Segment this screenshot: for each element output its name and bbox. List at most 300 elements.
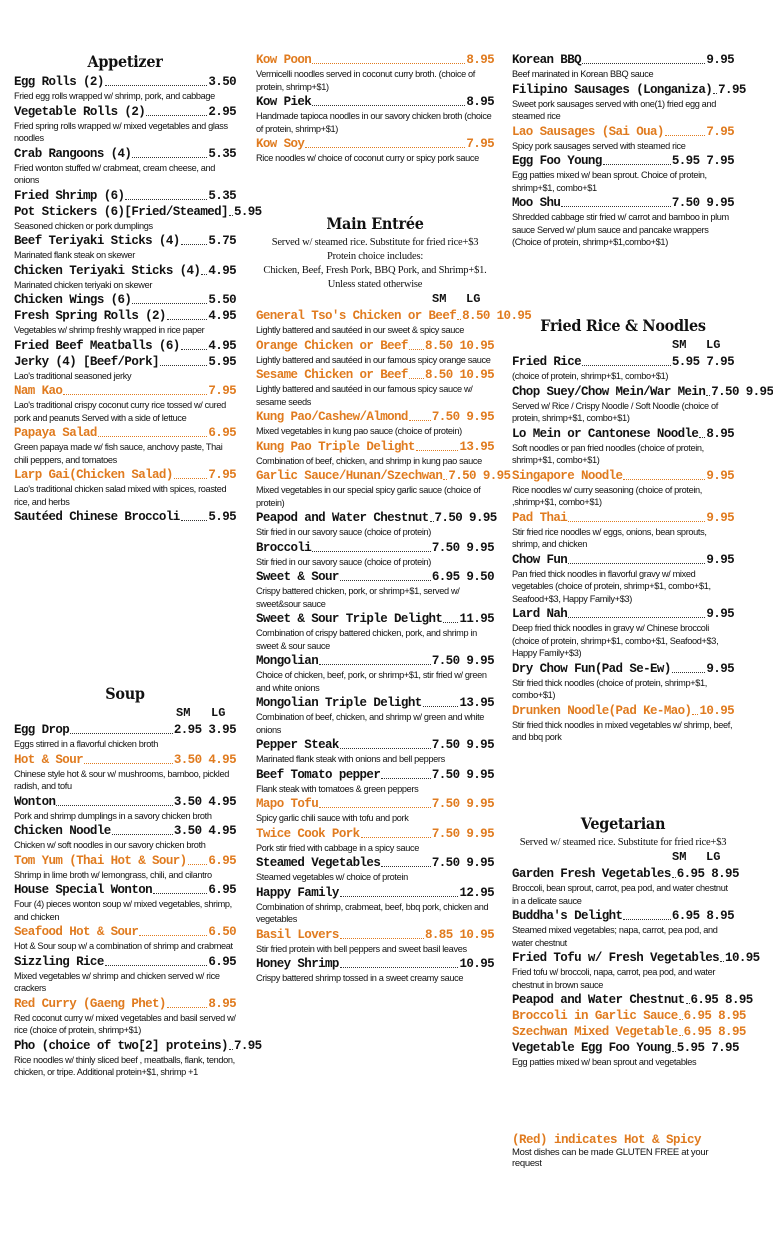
menu-item-price: 8.50 10.95	[462, 309, 532, 323]
menu-item	[256, 468, 511, 509]
menu-item-name: Fried Shrimp (6)	[14, 188, 125, 203]
menu-item-description: Rice noodles w/ choice of coconut curry or spicy pork sauce	[256, 153, 479, 163]
menu-item-name: Garden Fresh Vegetables	[512, 867, 671, 881]
menu-item-name: Orange Chicken or Beef	[256, 338, 408, 353]
menu-item	[256, 826, 494, 855]
menu-item-price: 3.50	[208, 75, 236, 89]
menu-item-name: General Tso's Chicken or Beef	[256, 309, 457, 323]
menu-item-price: 6.95	[208, 853, 236, 868]
size-header	[512, 338, 734, 354]
menu-item-name: Papaya Salad	[14, 426, 97, 440]
gluten-free-note: Most dishes can be made GLUTEN FREE at your request	[512, 1147, 709, 1169]
menu-item-name: Sizzling Rice	[14, 954, 104, 969]
size-sm-label: SM	[176, 706, 191, 720]
dot-leader	[568, 617, 705, 618]
dot-leader	[340, 748, 431, 749]
dot-leader	[409, 378, 424, 379]
dot-leader	[112, 834, 173, 835]
menu-item	[256, 855, 494, 884]
menu-item-line	[256, 510, 497, 526]
menu-item-line	[14, 74, 236, 90]
menu-item-line	[256, 695, 494, 711]
menu-item-price: 7.50 9.95	[431, 654, 494, 668]
menu-item-name: Red Curry (Gaeng Phet)	[14, 996, 166, 1011]
menu-item	[256, 540, 494, 569]
menu-item	[512, 1040, 739, 1069]
menu-item-name: Singapore Noodle	[512, 468, 623, 483]
menu-item-description: Mixed vegetables in our special spicy garlic sauce (choice of protein)	[256, 485, 481, 508]
menu-item-line	[256, 569, 494, 585]
menu-item-price: 7.50 9.95	[711, 384, 773, 399]
menu-item-description: Served w/ Rice / Crispy Noodle / Soft Noodle (choice of protein, shrimp+$1, combo+$1)	[512, 400, 718, 423]
menu-item-name: Lard Nah	[512, 607, 568, 621]
menu-item-description: Marinated flank steak on skewer	[14, 250, 135, 260]
menu-item-description: Pork and shrimp dumplings in a savory chicken broth	[14, 810, 212, 821]
menu-item-line	[14, 146, 236, 162]
menu-item-name: Mongolian	[256, 654, 319, 668]
dot-leader	[672, 672, 706, 673]
menu-item-name: Jerky (4) [Beef/Pork]	[14, 354, 159, 369]
size-lg-label: LG	[466, 292, 481, 306]
menu-item-price: 7.50 9.95	[671, 196, 734, 210]
menu-item-description: Red coconut curry w/ mixed vegetables and basil served w/ rice (choice of protein, shrimp+$1)	[14, 1012, 236, 1035]
menu-item-price: 7.50 9.95	[431, 738, 494, 752]
menu-section	[14, 684, 262, 1080]
menu-item-line	[256, 540, 494, 556]
menu-item-name: Korean BBQ	[512, 53, 582, 67]
menu-item-price: 4.95	[208, 309, 236, 323]
menu-item-line	[512, 661, 734, 677]
menu-item-name: Kow Poon	[256, 53, 312, 67]
dot-leader	[568, 521, 705, 522]
menu-item-line	[14, 794, 236, 810]
menu-item-name: Peapod and Water Chestnut	[256, 511, 429, 525]
dot-leader	[561, 206, 671, 207]
menu-item-name: Fresh Spring Rolls (2)	[14, 309, 166, 323]
menu-item-price: 5.95 7.95	[671, 154, 734, 168]
menu-item-description: Seasoned chicken or pork dumplings	[14, 220, 153, 231]
menu-item-name: Dry Chow Fun(Pad Se-Ew)	[512, 661, 671, 676]
menu-item-description: Mixed vegetables in kung pao sauce (choice of protein)	[256, 426, 462, 436]
menu-item-name: Moo Shu	[512, 196, 561, 210]
menu-item-price: 5.50	[208, 293, 236, 307]
menu-item-description: Lightly battered and sautéed in our sweet & spicy sauce	[256, 325, 465, 335]
dot-leader	[706, 395, 710, 396]
dot-leader	[409, 420, 431, 421]
dot-leader	[229, 215, 233, 216]
menu-item	[14, 74, 236, 103]
menu-item-name: Egg Rolls (2)	[14, 75, 104, 89]
menu-item	[14, 1038, 262, 1079]
menu-item-price: 7.95	[466, 137, 494, 151]
footer	[512, 1133, 734, 1169]
dot-leader	[181, 349, 208, 350]
menu-item	[512, 552, 734, 606]
menu-item-description: Crispy battered chicken, pork, or shrimp+$1, served w/ sweet&sour sauce	[256, 586, 460, 609]
dot-leader	[699, 437, 705, 438]
menu-item-description: Fried egg rolls wrapped w/ shrimp, pork, and cabbage	[14, 91, 215, 101]
dot-leader	[672, 1051, 676, 1052]
menu-item-line	[14, 425, 236, 441]
menu-item-price: 13.95	[459, 696, 494, 710]
menu-item	[14, 263, 236, 292]
menu-item	[256, 52, 494, 93]
dot-leader	[146, 115, 207, 116]
menu-item-name: Garlic Sauce/Hunan/Szechwan	[256, 469, 443, 483]
menu-item-description: Soft noodles or pan fried noodles (choice of protein, shrimp+$1, combo+$1)	[512, 442, 704, 465]
menu-item-description: Mixed vegetables w/ shrimp and chicken served w/ rice crackers	[14, 970, 220, 993]
menu-item-description: Marinated flank steak with onions and bell peppers	[256, 754, 445, 764]
dot-leader	[340, 938, 424, 939]
menu-item-line	[256, 611, 494, 627]
menu-item-description: Stir fried protein with bell peppers and sweet basil leaves	[256, 943, 467, 954]
dot-leader	[56, 805, 172, 806]
menu-item-line	[256, 468, 511, 484]
dot-leader	[361, 837, 431, 838]
size-lg-label: LG	[211, 706, 226, 720]
dot-leader	[125, 199, 207, 200]
menu-item-price: 3.50 4.95	[173, 824, 236, 838]
menu-item-name: Egg Foo Young	[512, 154, 602, 168]
menu-section	[14, 52, 262, 525]
menu-item-name: Honey Shrimp	[256, 957, 339, 971]
menu-item-description: Spicy pork sausages served with steamed rice	[512, 140, 686, 151]
menu-item-line	[512, 866, 739, 882]
menu-item-description: Shrimp in lime broth w/ lemongrass, chili, and cilantro	[14, 869, 212, 880]
menu-item-description: Combination of beef, chicken, and shrimp in kung pao sauce	[256, 455, 482, 466]
menu-item-price: 5.75	[208, 234, 236, 248]
menu-item-price: 7.50 9.95	[431, 856, 494, 870]
menu-item	[14, 509, 236, 525]
menu-item-price: 10.95	[725, 951, 760, 965]
menu-item-price: 8.95	[208, 996, 236, 1011]
menu-item-line	[14, 853, 236, 869]
menu-item-line	[512, 52, 734, 68]
menu-item-name: Nam Kao	[14, 384, 63, 398]
menu-item-line	[256, 653, 494, 669]
section-note: Unless stated otherwise	[327, 279, 423, 290]
menu-item-line	[256, 885, 494, 901]
menu-item-price: 5.35	[208, 146, 236, 161]
menu-item-line	[256, 737, 494, 753]
menu-item-line	[14, 233, 236, 249]
menu-item-line	[256, 439, 494, 455]
menu-item	[256, 695, 494, 736]
menu-item-price: 8.50 10.95	[424, 338, 494, 353]
menu-item-line	[256, 796, 494, 812]
menu-item-line	[512, 426, 734, 442]
menu-item-description: Choice of chicken, beef, pork, or shrimp+$1, stir fried w/ green and white onions	[256, 670, 487, 693]
menu-item-price: 7.95	[706, 124, 734, 139]
dot-leader	[167, 319, 208, 320]
menu-item-description: Fried spring rolls wrapped w/ mixed vegetables and glass noodles	[14, 120, 228, 143]
menu-item	[14, 338, 236, 354]
dot-leader	[603, 164, 671, 165]
menu-item-name: Beef Tomato pepper	[256, 767, 381, 782]
dot-leader	[98, 436, 208, 437]
menu-item-name: Fried Tofu w/ Fresh Vegetables	[512, 951, 720, 965]
menu-section	[512, 814, 760, 1070]
menu-item-description: Vermicelli noodles served in coconut curry broth. (choice of protein, shrimp+$1)	[256, 69, 476, 92]
size-sm-label: SM	[672, 338, 687, 352]
menu-item-line	[14, 1038, 262, 1054]
menu-item	[256, 308, 532, 337]
dot-leader	[423, 706, 459, 707]
menu-item-line	[512, 606, 734, 622]
menu-item-name: Beef Teriyaki Sticks (4)	[14, 234, 180, 248]
dot-leader	[665, 135, 706, 136]
menu-item-line	[512, 153, 734, 169]
menu-item-name: Sesame Chicken or Beef	[256, 368, 408, 382]
dot-leader	[181, 520, 208, 521]
menu-item-name: Chicken Noodle	[14, 824, 111, 838]
menu-item-name: Twice Cook Pork	[256, 826, 360, 841]
menu-item-line	[512, 82, 746, 98]
menu-item-name: Kung Pao/Cashew/Almond	[256, 410, 408, 424]
menu-item	[256, 611, 494, 652]
menu-item-description: Egg patties mixed w/ bean sprout and vegetables	[512, 1057, 697, 1067]
dot-leader	[582, 365, 671, 366]
menu-item-description: Hot & Sour soup w/ a combination of shrimp and crabmeat	[14, 941, 233, 951]
menu-section	[512, 316, 773, 745]
menu-item	[512, 908, 734, 949]
menu-item-line	[256, 136, 494, 152]
menu-item-line	[256, 52, 494, 68]
menu-item-name: Hot & Sour	[14, 752, 84, 767]
section-title: Main Entrée	[326, 214, 424, 233]
menu-item-name: Happy Family	[256, 885, 339, 900]
menu-item-name: Mapo Tofu	[256, 797, 319, 811]
menu-item-price: 3.50 4.95	[173, 752, 236, 767]
menu-item	[512, 1024, 746, 1040]
menu-item-line	[256, 855, 494, 871]
menu-item-description: Combination of shrimp, crabmeat, beef, bbq pork, chicken and vegetables	[256, 901, 489, 924]
menu-item	[14, 882, 236, 923]
menu-item-description: Lao's traditional crispy coconut curry rice tossed w/ cured pork and peanuts Served with a side of lettuce	[14, 400, 226, 423]
dot-leader	[686, 1003, 690, 1004]
menu-item	[512, 354, 734, 383]
dot-leader	[139, 935, 207, 936]
menu-item-price: 7.50 9.95	[434, 511, 497, 525]
menu-item	[512, 468, 734, 509]
menu-item-price: 5.95 7.95	[671, 355, 734, 369]
menu-item	[512, 661, 734, 702]
dot-leader	[672, 877, 676, 878]
menu-item	[14, 996, 236, 1037]
menu-item-name: Fried Beef Meatballs (6)	[14, 338, 180, 353]
menu-item-line	[14, 188, 236, 204]
menu-item	[14, 383, 236, 424]
menu-item-line	[14, 292, 236, 308]
menu-item-name: Pho (choice of two[2] proteins)	[14, 1038, 228, 1053]
menu-item-name: Steamed Vegetables	[256, 856, 381, 870]
dot-leader	[623, 919, 670, 920]
size-lg-label: LG	[706, 850, 721, 864]
menu-item-description: Stir fried in our savory sauce (choice of protein)	[256, 556, 432, 567]
dot-leader	[720, 961, 724, 962]
menu-item-description: Chinese style hot & sour w/ mushrooms, bamboo, pickled radish, and tofu	[14, 768, 229, 791]
menu-item-price: 13.95	[459, 439, 494, 454]
menu-item-description: Steamed mixed vegetables; napa, carrot, pea pod, and water chestnut	[512, 925, 718, 948]
menu-item-description: Fried wonton stuffed w/ crabmeat, cream cheese, and onions	[14, 162, 216, 185]
menu-item-price: 5.95	[208, 354, 236, 369]
menu-item-description: Spicy garlic chili sauce with tofu and pork	[256, 813, 409, 823]
menu-item-name: Lao Sausages (Sai Oua)	[512, 124, 664, 139]
menu-item	[256, 409, 494, 438]
menu-item-line	[512, 1008, 746, 1024]
dot-leader	[692, 714, 698, 715]
menu-item-price: 4.95	[208, 263, 236, 278]
menu-item-description: Combination of beef, chicken, and shrimp w/ green and white onions	[256, 712, 485, 735]
menu-item-price: 10.95	[699, 703, 734, 718]
menu-item	[14, 823, 236, 852]
menu-item-line	[512, 510, 734, 526]
menu-section	[256, 52, 494, 166]
menu-item-name: Chow Fun	[512, 552, 568, 567]
menu-item-name: Sweet & Sour Triple Delight	[256, 612, 443, 626]
menu-item-price: 8.95	[466, 95, 494, 109]
menu-item	[512, 426, 734, 467]
menu-item-line	[256, 956, 494, 972]
menu-item-line	[512, 195, 734, 211]
menu-item	[256, 94, 494, 135]
menu-item-description: Vegetables w/ shrimp freshly wrapped in rice paper	[14, 325, 205, 335]
menu-item-description: Beef marinated in Korean BBQ sauce	[512, 69, 654, 79]
menu-item-line	[14, 354, 236, 370]
menu-item-price: 8.95	[466, 53, 494, 67]
menu-item-price: 3.50 4.95	[173, 794, 236, 809]
menu-item-price: 7.50 9.95	[431, 410, 494, 424]
menu-item-line	[14, 383, 236, 399]
menu-item-name: Wonton	[14, 794, 56, 809]
menu-item-line	[512, 124, 734, 140]
menu-item-price: 6.95	[208, 426, 236, 440]
menu-item-price: 4.95	[208, 338, 236, 353]
dot-leader	[181, 244, 208, 245]
menu-item	[512, 52, 734, 81]
menu-item-line	[512, 950, 760, 966]
menu-item	[256, 956, 494, 985]
dot-leader	[160, 365, 207, 366]
menu-item	[512, 866, 739, 907]
menu-item	[512, 606, 734, 660]
menu-item-description: Deep fried thick noodles in gravy w/ Chinese broccoli (choice of protein, shrimp+$1, combo+$1, Seafood+$3, Happy Family+$3)	[512, 623, 719, 658]
menu-item-name: Broccoli in Garlic Sauce	[512, 1009, 678, 1023]
menu-item	[14, 467, 236, 508]
menu-item-line	[14, 204, 262, 220]
dot-leader	[713, 93, 717, 94]
menu-item-description: Pork stir fried with cabbage in a spicy sauce	[256, 842, 419, 853]
menu-item	[256, 767, 494, 796]
dot-leader	[679, 1035, 683, 1036]
menu-item-price: 10.95	[459, 957, 494, 971]
dot-leader	[132, 303, 207, 304]
menu-item-price: 6.95	[208, 954, 236, 969]
dot-leader	[305, 147, 465, 148]
menu-item-description: Combination of crispy battered chicken, pork, and shrimp in sweet & sour sauce	[256, 628, 477, 651]
menu-item	[14, 308, 236, 337]
menu-item	[256, 439, 494, 468]
menu-item	[256, 367, 494, 408]
menu-item-description: Flank steak with tomatoes & green peppers	[256, 783, 419, 794]
menu-item	[256, 796, 494, 825]
menu-item-price: 8.95	[706, 426, 734, 441]
menu-item	[14, 233, 236, 262]
dot-leader	[70, 733, 173, 734]
menu-item-line	[512, 992, 753, 1008]
dot-leader	[582, 63, 705, 64]
menu-item-price: 5.95	[233, 204, 262, 219]
section-note: Served w/ steamed rice. Substitute for fried rice+$3	[519, 837, 727, 848]
menu-item-name: Tom Yum (Thai Hot & Sour)	[14, 853, 187, 868]
menu-item-line	[256, 308, 532, 324]
menu-item-price: 7.50 9.95	[431, 826, 494, 841]
dot-leader	[443, 479, 447, 480]
section-title: Fried Rice & Noodles	[540, 316, 706, 335]
menu-item-description: Four (4) pieces wonton soup w/ mixed vegetables, shrimp, and chicken	[14, 899, 232, 922]
menu-item	[512, 950, 760, 991]
menu-item-name: Crab Rangoons (4)	[14, 146, 132, 161]
menu-item-line	[512, 552, 734, 568]
menu-item	[14, 204, 262, 233]
dot-leader	[381, 866, 431, 867]
size-lg-label: LG	[706, 338, 721, 352]
menu-item-price: 11.95	[459, 612, 494, 626]
menu-item	[14, 354, 236, 383]
menu-item-description: Rice noodles w/ thinly sliced beef , meatballs, flank, tendon, chicken, or tripe. Additional protein+$1, shrimp +1	[14, 1054, 235, 1077]
menu-item-line	[14, 924, 236, 940]
menu-item-price: 9.95	[706, 661, 734, 676]
menu-item-line	[256, 338, 494, 354]
menu-item-line	[14, 996, 236, 1012]
menu-item-price: 2.95	[208, 104, 236, 119]
section-note: Served w/ steamed rice. Substitute for fried rice+$3	[271, 237, 479, 248]
dot-leader	[340, 580, 431, 581]
menu-item-name: Lo Mein or Cantonese Noodle	[512, 426, 699, 441]
menu-item-price: 8.50 10.95	[424, 368, 494, 382]
dot-leader	[319, 807, 431, 808]
menu-item-line	[14, 954, 236, 970]
menu-item	[512, 82, 746, 123]
dot-leader	[105, 965, 208, 966]
menu-item-name: Kow Soy	[256, 137, 305, 151]
menu-item-name: Buddha's Delight	[512, 909, 623, 923]
dot-leader	[409, 349, 424, 350]
menu-item-description: Stir fried rice noodles w/ eggs, onions, bean sprouts, shrimp, and chicken	[512, 526, 707, 549]
menu-item-description: Lao's traditional chicken salad mixed with spices, roasted rice, and herbs	[14, 484, 227, 507]
menu-item-name: Vegetable Egg Foo Young	[512, 1041, 671, 1055]
dot-leader	[153, 893, 207, 894]
menu-section	[256, 214, 532, 986]
menu-item	[256, 569, 494, 610]
menu-item-price: 9.95	[706, 53, 734, 67]
menu-item-price: 7.95	[718, 82, 746, 97]
menu-item-price: 9.95	[706, 510, 734, 525]
menu-item-description: Sweet pork sausages served with one(1) fried egg and steamed rice	[512, 98, 716, 121]
menu-item-description: Egg patties mixed w/ bean sprout. Choice of protein, shrimp+$1, combo+$1	[512, 170, 707, 193]
menu-item	[14, 752, 236, 793]
menu-item-price: 6.95 8.95	[676, 867, 739, 881]
menu-item	[14, 104, 236, 145]
menu-item-line	[14, 823, 236, 839]
dot-leader	[381, 778, 431, 779]
menu-item	[14, 292, 236, 308]
menu-item-description: Stir fried thick noodles (choice of protein, shrimp+$1, combo+$1)	[512, 677, 707, 700]
size-header	[14, 706, 236, 722]
size-header	[256, 292, 494, 308]
menu-item	[256, 927, 494, 956]
dot-leader	[568, 563, 705, 564]
